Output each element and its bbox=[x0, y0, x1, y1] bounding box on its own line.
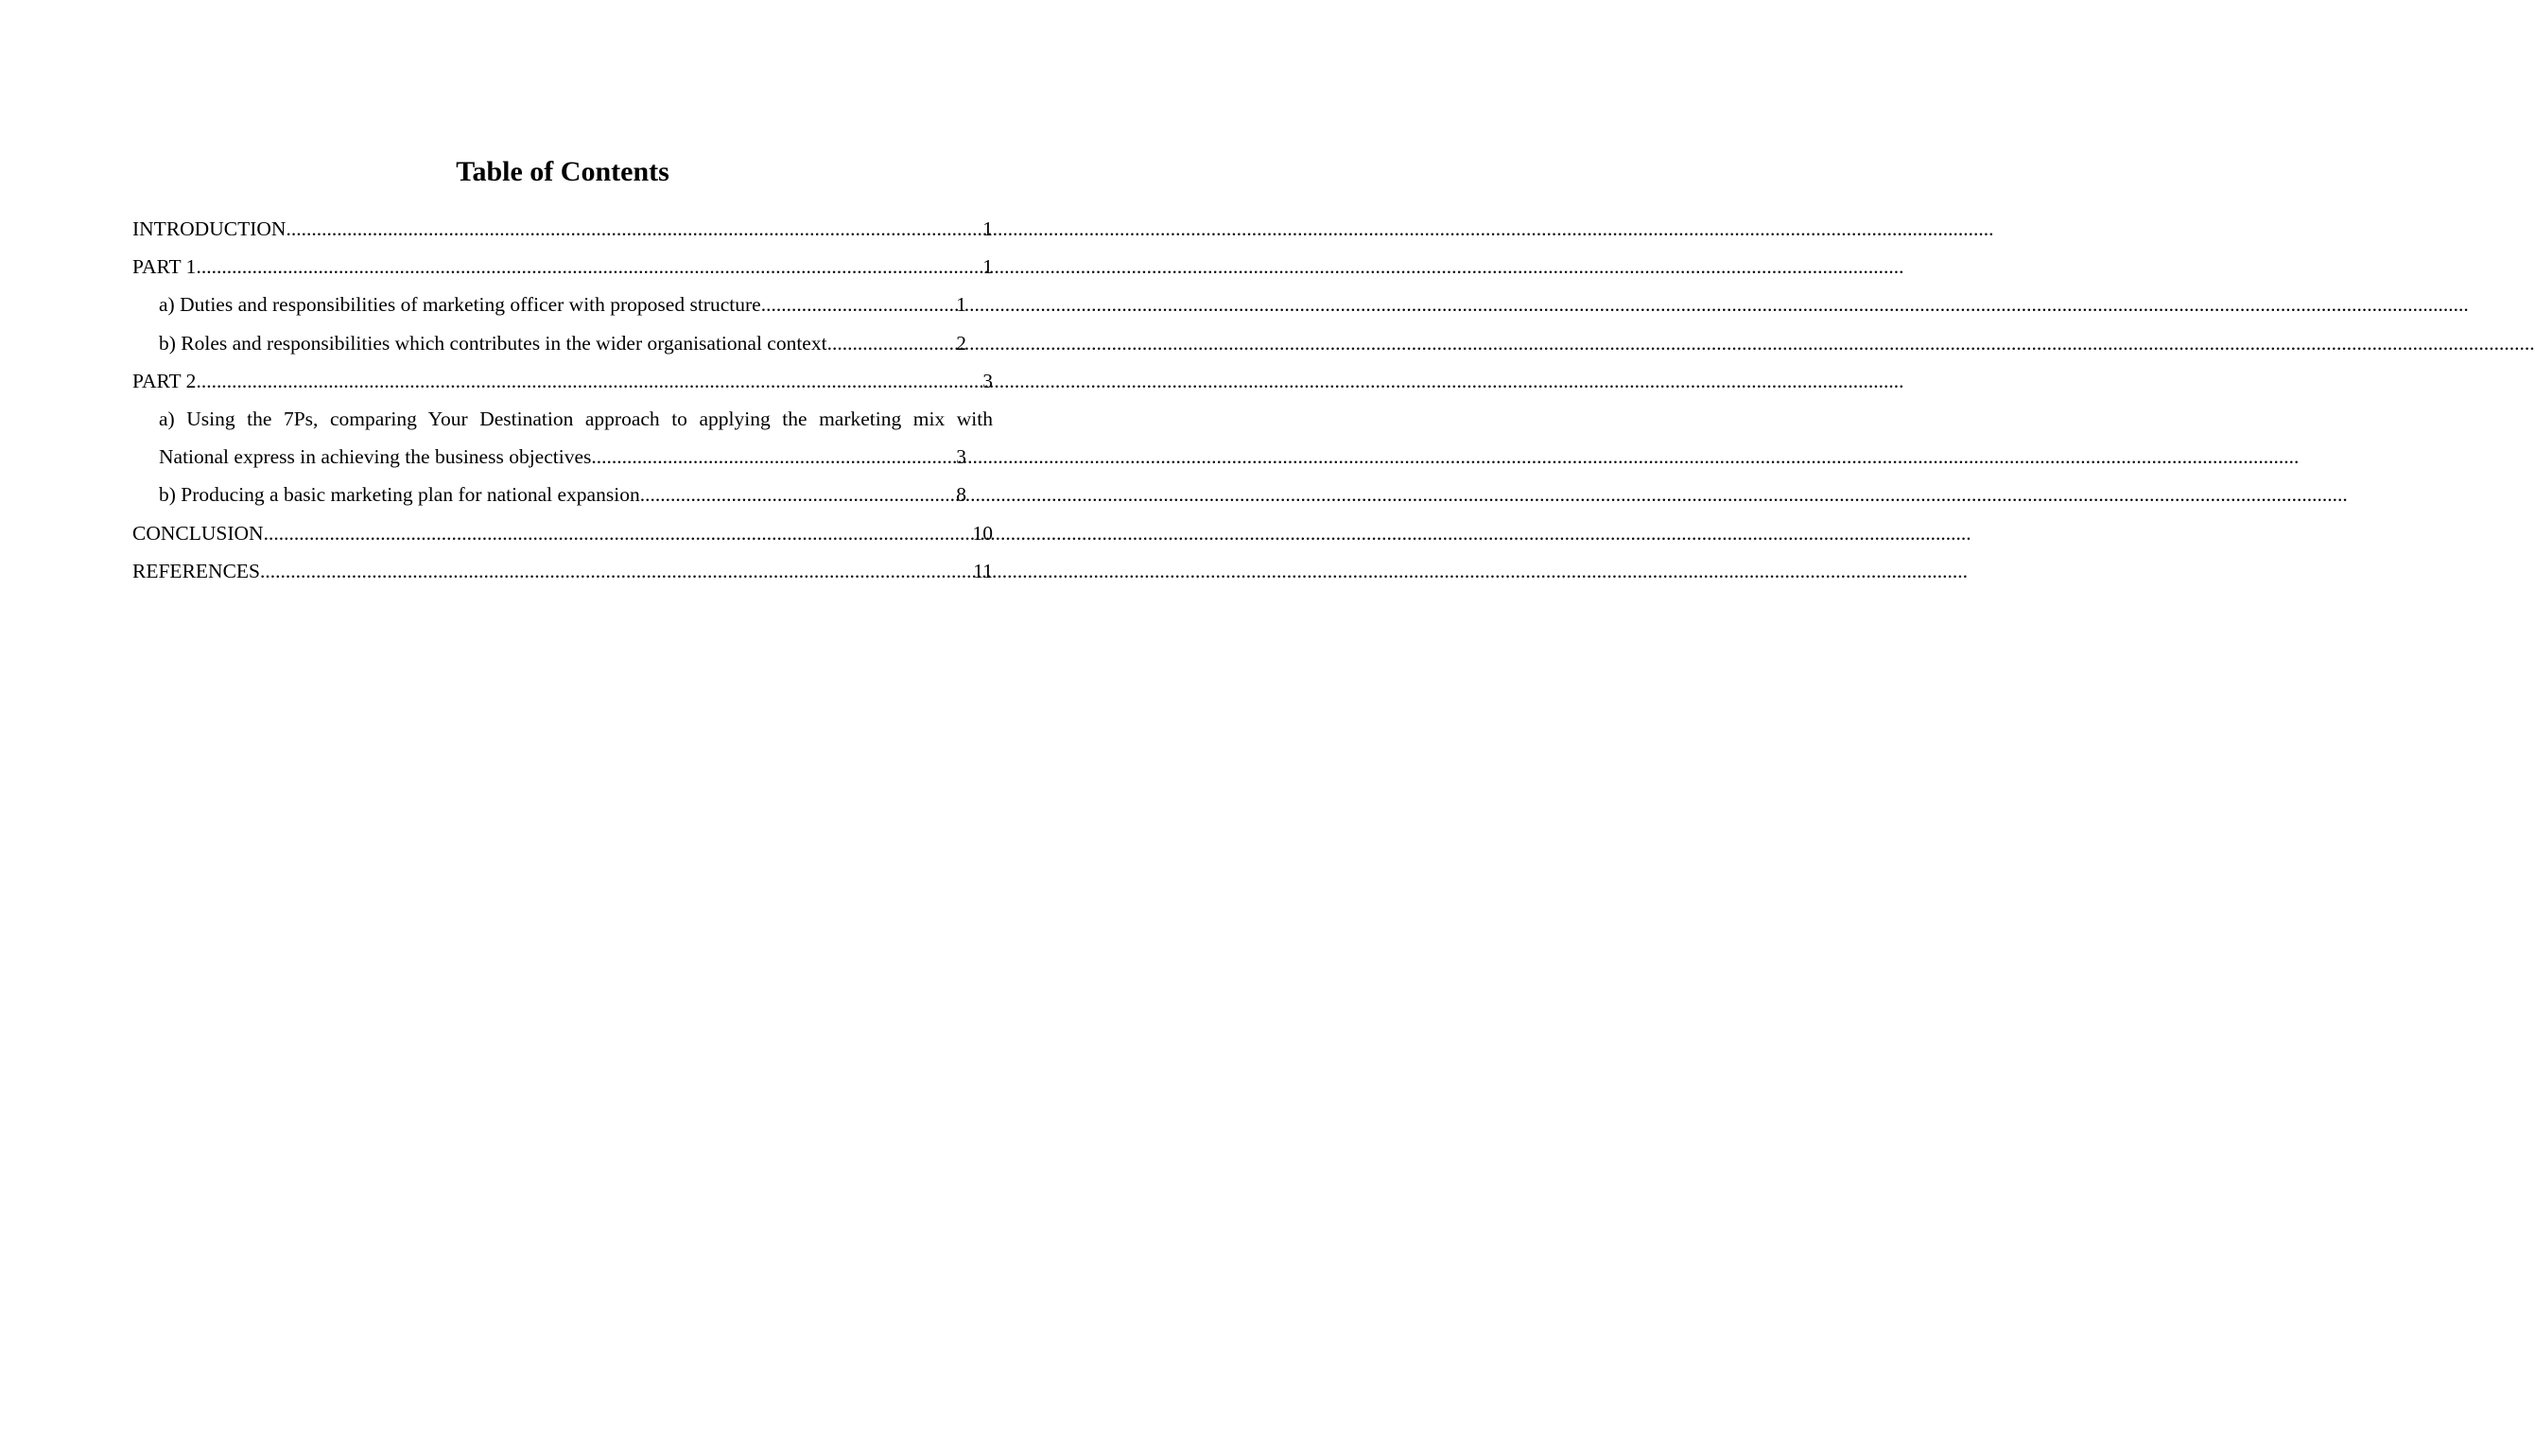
toc-entry-text: b) Roles and responsibilities which contributes in the wider organisational context bbox=[159, 331, 827, 355]
toc-entry-text: REFERENCES bbox=[132, 559, 260, 582]
toc-entry-part-1-b[interactable] bbox=[159, 324, 966, 362]
toc-entry-text: PART 1 bbox=[132, 255, 197, 279]
toc-list bbox=[132, 210, 993, 590]
toc-entry-part-1[interactable] bbox=[132, 248, 993, 286]
toc-dot-leader bbox=[286, 210, 982, 248]
toc-dot-leader bbox=[196, 248, 982, 286]
toc-entry-line-2 bbox=[159, 438, 966, 476]
toc-entry-part-2-a[interactable] bbox=[159, 400, 993, 476]
toc-entry-text: CONCLUSION bbox=[132, 521, 264, 545]
toc-entry-text: PART 2 bbox=[132, 369, 197, 392]
toc-page-number: 10 bbox=[972, 521, 993, 545]
toc-entry-part-2-b[interactable] bbox=[159, 476, 966, 513]
toc-page-number: 8 bbox=[956, 483, 966, 507]
toc-dot-leader bbox=[827, 324, 957, 362]
document-page bbox=[0, 0, 1125, 1456]
toc-entry-text: a) Duties and responsibilities of marketing officer with proposed structure bbox=[159, 293, 761, 317]
toc-page-number: 11 bbox=[973, 559, 993, 582]
toc-entry-part-1-a[interactable] bbox=[159, 286, 966, 323]
toc-entry-references[interactable] bbox=[132, 552, 993, 590]
toc-dot-leader bbox=[591, 438, 956, 476]
toc-dot-leader bbox=[196, 362, 982, 400]
toc-dot-leader bbox=[761, 286, 957, 323]
toc-page-number: 1 bbox=[982, 217, 993, 240]
toc-entry-part-2[interactable] bbox=[132, 362, 993, 400]
toc-entry-text: INTRODUCTION bbox=[132, 217, 286, 240]
toc-entry-text-line-1: a) Using the 7Ps, comparing Your Destination approach to applying the marketing mix with bbox=[159, 407, 993, 431]
toc-title: Table of Contents bbox=[456, 156, 669, 187]
toc-entry-text: b) Producing a basic marketing plan for national expansion bbox=[159, 483, 640, 507]
toc-page-number: 3 bbox=[956, 445, 966, 469]
toc-page-number: 1 bbox=[982, 255, 993, 279]
toc-entry-conclusion[interactable] bbox=[132, 514, 993, 552]
toc-dot-leader bbox=[260, 552, 973, 590]
toc-dot-leader bbox=[264, 514, 973, 552]
toc-page-number: 3 bbox=[982, 369, 993, 392]
toc-page-number: 2 bbox=[956, 331, 966, 355]
toc-page-number: 1 bbox=[956, 293, 966, 317]
toc-entry-text-line-2: National express in achieving the business objectives bbox=[159, 445, 592, 469]
toc-entry-introduction[interactable] bbox=[132, 210, 993, 248]
toc-dot-leader bbox=[640, 476, 957, 513]
